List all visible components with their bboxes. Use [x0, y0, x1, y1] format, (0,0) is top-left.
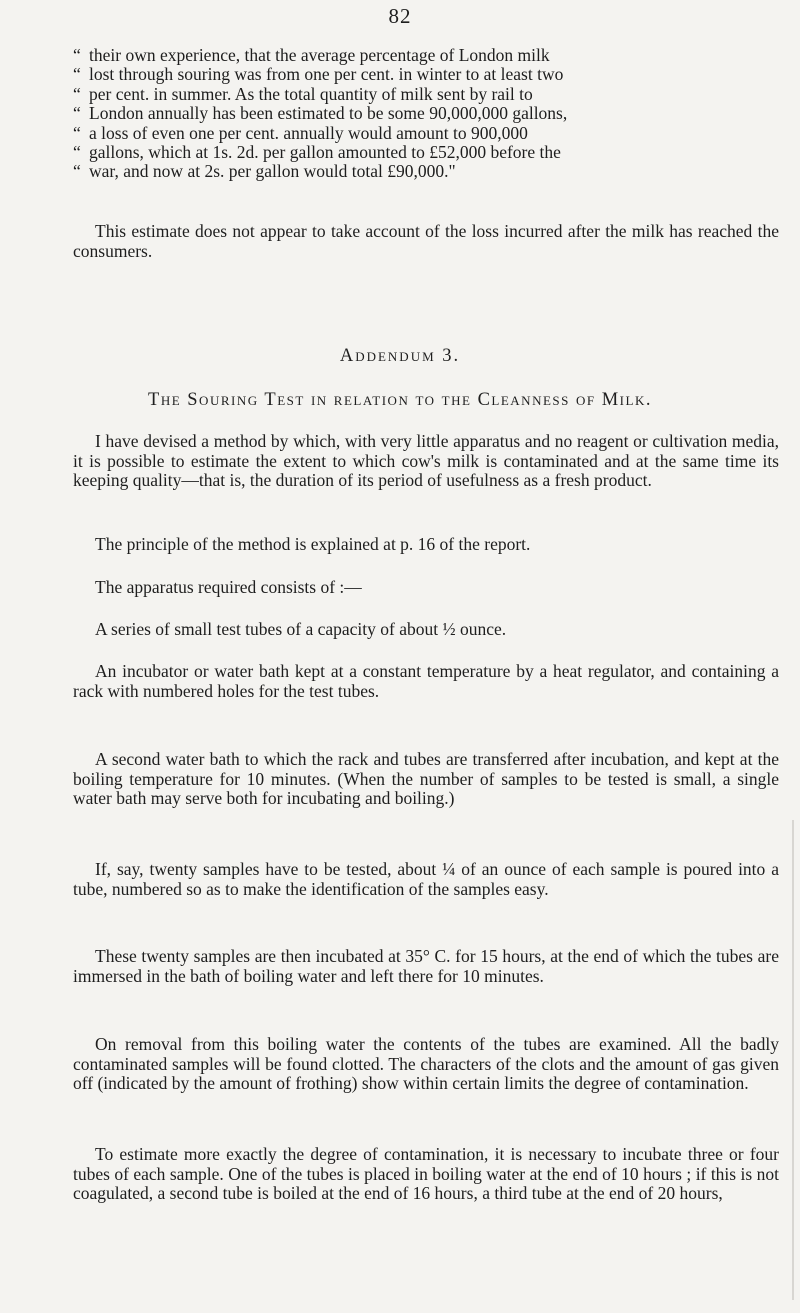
apparatus-paragraph: The apparatus required consists of :— — [95, 577, 362, 597]
quote-line: “ London annually has been estimated to be some 90,000,000 gallons, — [73, 103, 568, 124]
quoted-passage — [73, 46, 773, 182]
examination-paragraph: On removal from this boiling water the contents of the tubes are examined. All the badly contaminated samples will be found clotted. The characters of the clots and the amount of gas given off (indicated by the amount of frothing) show within certain limits the degree of contamination. — [73, 1034, 779, 1094]
quote-line: “ their own experience, that the average percentage of London milk — [73, 45, 550, 65]
quote-line: “ a loss of even one per cent. annually would amount to 900,000 — [73, 122, 528, 143]
quote-line: “ lost through souring was from one per cent. in winter to at least two — [73, 64, 564, 85]
incubation-paragraph: These twenty samples are then incubated at 35° C. for 15 hours, at the end of which the tubes are immersed in the bath of boiling water and left there for 10 minutes. — [73, 946, 779, 986]
contamination-estimate-paragraph: To estimate more exactly the degree of contamination, it is necessary to incubate three or four tubes of each sample. One of the tubes is placed in boiling water at the end of 10 hours ; if this is not coagulated, a second tube is boiled at the end of 16 hours, a third tube at the end of 20 hours, — [73, 1144, 779, 1204]
samples-paragraph: If, say, twenty samples have to be tested, about ¼ of an ounce of each sample is poured into a tube, numbered so as to make the identification of the samples easy. — [73, 859, 779, 899]
quote-line: “ per cent. in summer. As the total quantity of milk sent by rail to — [73, 83, 533, 104]
quote-line: “ war, and now at 2s. per gallon would total £90,000." — [73, 161, 456, 182]
second-water-bath-paragraph: A second water bath to which the rack and tubes are transferred after incubation, and kept at the boiling temperature for 10 minutes. (When the number of samples to be tested is small, a single water bath may serve both for incubating and boiling.) — [73, 749, 779, 809]
principle-paragraph: The principle of the method is explained at p. 16 of the report. — [95, 534, 531, 554]
page-edge-shadow — [792, 820, 794, 1300]
page-number: 82 — [388, 4, 412, 28]
addendum-heading: Addendum 3. — [339, 346, 461, 366]
estimate-paragraph: This estimate does not appear to take account of the loss incurred after the milk has reached the consumers. — [73, 221, 779, 261]
quote-line: “ gallons, which at 1s. 2d. per gallon amounted to £52,000 before the — [73, 142, 561, 163]
method-paragraph: I have devised a method by which, with very little apparatus and no reagent or cultivation media, it is possible to estimate the extent to which cow's milk is contaminated and at the same time its keeping quality—that is, the duration of its period of usefulness as a fresh product. — [73, 431, 779, 491]
section-heading: The Souring Test in relation to the Cleanness of Milk. — [148, 390, 652, 410]
incubator-paragraph: An incubator or water bath kept at a constant temperature by a heat regulator, and containing a rack with numbered holes for the test tubes. — [73, 661, 779, 701]
test-tubes-paragraph: A series of small test tubes of a capacity of about ½ ounce. — [95, 619, 507, 639]
